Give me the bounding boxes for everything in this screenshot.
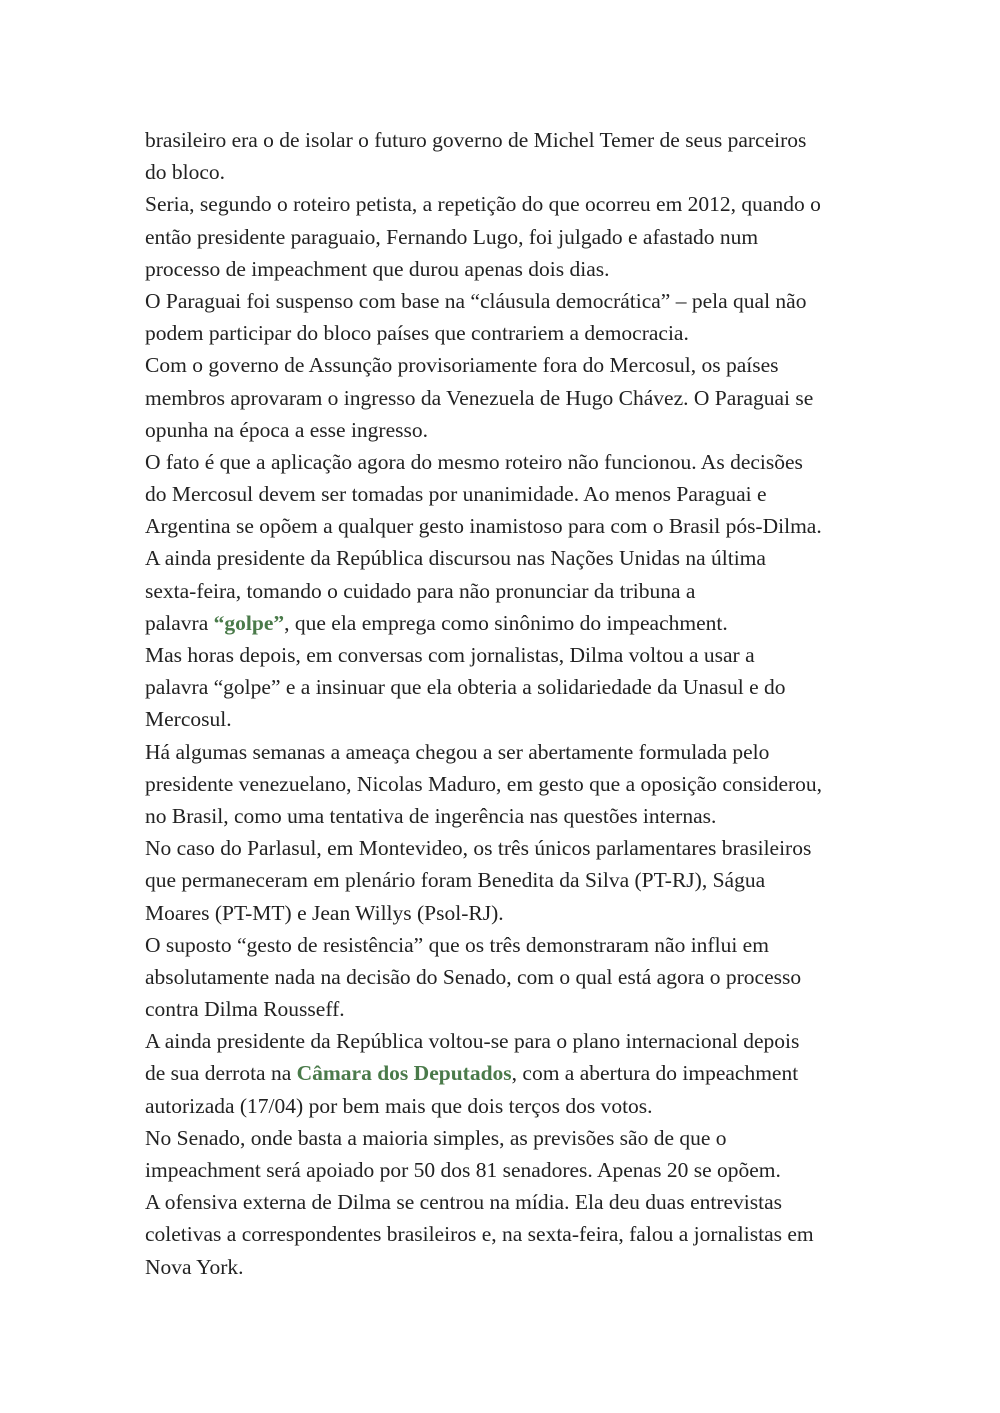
text-line: A ainda presidente da República discursou nas Nações Unidas na última — [145, 546, 766, 571]
text-line: contra Dilma Rousseff. — [145, 997, 345, 1022]
text-line: Com o governo de Assunção provisoriamente fora do Mercosul, os países — [145, 353, 779, 378]
article-link[interactable]: Câmara dos Deputados — [296, 1061, 512, 1086]
text-line: O Paraguai foi suspenso com base na “cláusula democrática” – pela qual não — [145, 288, 807, 313]
text-line: Mercosul. — [145, 707, 232, 732]
text-line: No Senado, onde basta a maioria simples, as previsões são de que o — [145, 1125, 727, 1150]
text-line: processo de impeachment que durou apenas dois dias. — [145, 256, 610, 281]
article-link[interactable]: “golpe” — [213, 610, 285, 635]
text-line: impeachment será apoiado por 50 dos 81 senadores. Apenas 20 se opõem. — [145, 1158, 781, 1182]
text-line: no Brasil, como uma tentativa de ingerência nas questões internas. — [145, 803, 717, 828]
text-line — [145, 607, 875, 639]
text-line: coletivas a correspondentes brasileiros e, na sexta-feira, falou a jornalistas em — [145, 1222, 814, 1247]
text-line: autorizada (17/04) por bem mais que dois terços dos votos. — [145, 1093, 653, 1118]
text-line: No caso do Parlasul, em Montevideo, os três únicos parlamentares brasileiros — [145, 836, 812, 861]
text-line: podem participar do bloco países que contrariem a democracia. — [145, 321, 689, 346]
text-line: sexta-feira, tomando o cuidado para não pronunciar da tribuna a — [145, 578, 696, 603]
text-line: que permaneceram em plenário foram Benedita da Silva (PT-RJ), Ságua — [145, 868, 766, 893]
text-line: palavra “golpe” e a insinuar que ela obteria a solidariedade da Unasul e do — [145, 675, 786, 700]
text-line: membros aprovaram o ingresso da Venezuela de Hugo Chávez. O Paraguai se — [145, 385, 814, 410]
article-body — [145, 124, 875, 1283]
text-line: A ofensiva externa de Dilma se centrou na mídia. Ela deu duas entrevistas — [145, 1190, 783, 1215]
text-line — [145, 1057, 875, 1089]
text-line: opunha na época a esse ingresso. — [145, 417, 428, 442]
text-line: A ainda presidente da República voltou-se para o plano internacional depois — [145, 1029, 800, 1054]
text-line: presidente venezuelano, Nicolas Maduro, em gesto que a oposição considerou, — [145, 771, 823, 796]
text-line: Nova York. — [145, 1254, 244, 1279]
text-line: Há algumas semanas a ameaça chegou a ser abertamente formulada pelo — [145, 739, 770, 764]
text-line: absolutamente nada na decisão do Senado, com o qual está agora o processo — [145, 964, 802, 989]
text-segment: de sua derrota na — [145, 1061, 297, 1086]
text-segment: palavra — [145, 610, 214, 635]
text-segment: , com a abertura do impeachment — [511, 1061, 799, 1086]
text-line: então presidente paraguaio, Fernando Lugo, foi julgado e afastado num — [145, 224, 759, 249]
text-line: do Mercosul devem ser tomadas por unanimidade. Ao menos Paraguai e — [145, 482, 767, 507]
text-line: brasileiro era o de isolar o futuro governo de Michel Temer de seus parceiros — [145, 128, 807, 152]
text-line: O suposto “gesto de resistência” que os três demonstraram não influi em — [145, 932, 769, 957]
text-line: Mas horas depois, em conversas com jornalistas, Dilma voltou a usar a — [145, 643, 755, 667]
text-line: O fato é que a aplicação agora do mesmo roteiro não funcionou. As decisões — [145, 449, 803, 474]
text-segment: , que ela emprega como sinônimo do impeachment. — [284, 610, 728, 635]
text-line: Argentina se opõem a qualquer gesto inamistoso para com o Brasil pós-Dilma. — [145, 514, 822, 539]
text-line: Seria, segundo o roteiro petista, a repetição do que ocorreu em 2012, quando o — [145, 192, 821, 217]
text-line: do bloco. — [145, 160, 226, 185]
text-line: Moares (PT-MT) e Jean Willys (Psol-RJ). — [145, 900, 504, 925]
